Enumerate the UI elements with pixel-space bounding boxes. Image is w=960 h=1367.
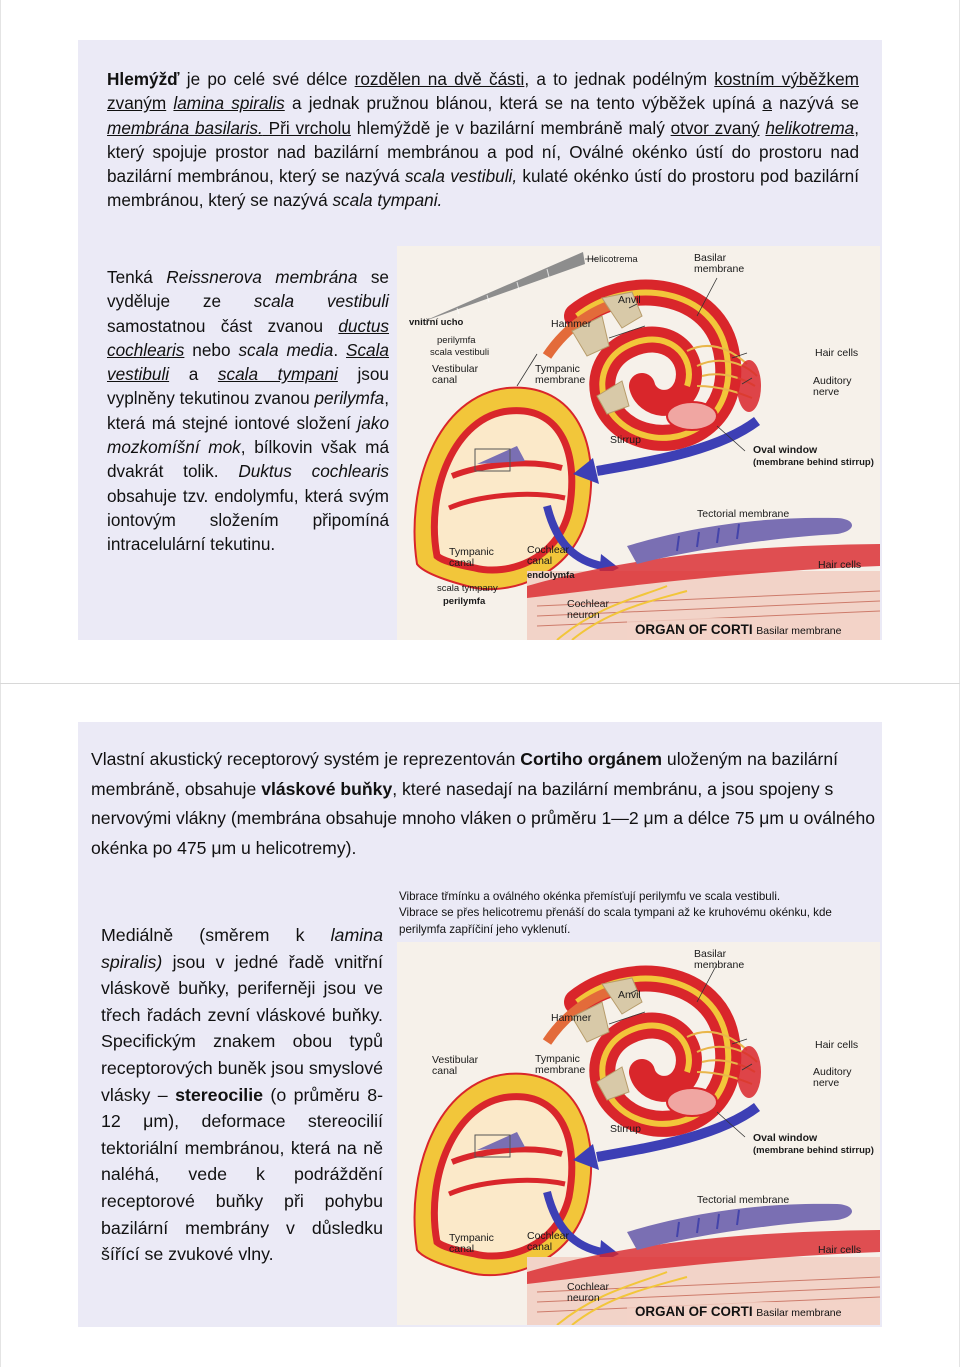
- label-cochlear-canal: Cochlear canal: [527, 1230, 570, 1253]
- label-cochlear-neuron: Cochlear neuron: [567, 598, 610, 621]
- label-tympanic-canal: Tympanic canal: [449, 546, 494, 569]
- term-cortiho-organ: Cortiho orgánem: [520, 749, 663, 769]
- label-perilymfa-bottom: perilymfa: [443, 596, 486, 607]
- label-cochlear-canal: Cochlear canal: [527, 544, 570, 567]
- oval-window-shape: [667, 1088, 717, 1116]
- label-oval-window-sub: (membrane behind stirrup): [753, 457, 874, 468]
- caption-line-1: Vibrace třmínku a oválného okénka přemísťují perilymfu ve scala vestibuli.: [399, 890, 781, 903]
- label-hair-cells: Hair cells: [815, 1039, 859, 1051]
- label-vestibular-canal: Vestibular canal: [432, 363, 479, 386]
- label-stirrup: Stirrup: [610, 434, 641, 446]
- label-helicotrema: Helicotrema: [587, 254, 638, 265]
- unrolled-cochlea-wedge: [422, 252, 585, 322]
- label-tympanic-membrane: Tympanic membrane: [535, 1053, 586, 1076]
- term-membrana-basilaris: membrána basilaris.: [107, 117, 263, 138]
- label-tectorial-membrane: Tectorial membrane: [697, 1194, 790, 1206]
- label-basilar-membrane: Basilar membrane: [694, 252, 745, 275]
- caption-line-2: Vibrace se přes helicotremu přenáší do scala tympani až ke kruhovému okénku, kde perilymfa zapříčiní jeho vyklenutí.: [399, 906, 832, 936]
- term-stereocilie: stereocilie: [175, 1084, 264, 1105]
- label-organ-of-corti: ORGAN OF CORTI Basilar membrane: [635, 622, 842, 637]
- term-helikotrema: helikotrema: [765, 117, 855, 138]
- label-anvil: Anvil: [618, 294, 641, 306]
- label-vnitrni-ucho: vnitřní ucho: [409, 317, 464, 328]
- label-vestibular-canal: Vestibular canal: [432, 1054, 479, 1077]
- slide-1-intro-paragraph: Hlemýžď je po celé své délce rozdělen na dvě části, a to jednak podélným kostním výběžkem zvaným lamina spiralis a jednak pružnou blánou, která se na tento výběžek upíná a nazývá se membrána basilaris. Při vrcholu hlemýždě je v bazilární membráně malý otvor zvaný helikotrema, který spojuje prostor nad bazilární membránou a pod ní, Oválné okénko ústí do prostoru nad bazilární membránou, který se nazývá scala vestibuli, kulaté okénko ústí do prostoru pod bazilární membránou, který se nazývá scala tympani.: [107, 69, 859, 211]
- label-anvil: Anvil: [618, 989, 641, 1001]
- label-scala-vestibuli: scala vestibuli: [430, 347, 490, 358]
- label-tympanic-membrane: Tympanic membrane: [535, 363, 586, 386]
- ear-anatomy-figure-2: [397, 942, 880, 1325]
- label-hair-cells-corti: Hair cells: [818, 1244, 862, 1256]
- label-oval-window-sub: (membrane behind stirrup): [753, 1145, 874, 1156]
- label-stirrup: Stirrup: [610, 1123, 641, 1135]
- figure-2-caption: [399, 889, 882, 938]
- slide-2-intro-paragraph: Vlastní akustický receptorový systém je reprezentován Cortiho orgánem uloženým na bazilární membráně, obsahuje vláskové buňky, které nasedají na bazilární membránu, a jsou spojeny s nervovými vlákny (membrána obsahuje mnoho vláken o průměru 1—2 μm a délce 75 μm u oválného okénka po 475 μm u helicotremy).: [91, 749, 876, 858]
- label-tympanic-canal: Tympanic canal: [449, 1232, 494, 1255]
- label-perilymfa-top: perilymfa: [437, 335, 476, 346]
- label-hair-cells-corti: Hair cells: [818, 559, 862, 571]
- label-oval-window: Oval window: [753, 1132, 818, 1144]
- label-oval-window: Oval window: [753, 444, 818, 456]
- term-vlaskove-bunky: vláskové buňky: [261, 778, 393, 799]
- label-hammer: Hammer: [551, 1012, 592, 1024]
- label-scala-tympany: scala tympany: [437, 583, 498, 594]
- term-lamina-spiralis: lamina spiralis: [173, 93, 285, 114]
- label-organ-of-corti: ORGAN OF CORTI Basilar membrane: [635, 1304, 842, 1319]
- ear-anatomy-figure-1: [397, 246, 880, 640]
- slide-1-left-paragraph: Tenká Reissnerova membrána se vyděluje ze scala vestibuli samostatnou část zvanou ductus cochlearis nebo scala media. Scala vestibuli a scala tympani jsou vyplněny tekutinou zvanou perilymfa, která má stejné iontové složení jako mozkomíšní mok, bílkovin však má dvakrát tolik. Duktus cochlearis obsahuje tzv. endolymfu, která svým iontovým složením připomíná intracelulární tekutinu.: [107, 267, 390, 555]
- label-basilar-membrane: Basilar membrane: [694, 948, 745, 971]
- label-hammer: Hammer: [551, 318, 592, 330]
- label-hair-cells: Hair cells: [815, 347, 859, 359]
- label-auditory-nerve: Auditory nerve: [813, 375, 852, 398]
- page-break: [0, 683, 960, 684]
- slide-2-left-paragraph: Mediálně (směrem k lamina spiralis) jsou v jedné řadě vnitřní vláskově buňky, periferněji jsou ve třech řadách zevní vláskové buňky. Specifickým znakem obou typů receptorových buněk jsou smyslové vlásky – stereocilie (o průměru 8-12 μm), deformace stereocilií tektoriální membránou, která na ně naléhá, vede k podráždění receptorové buňky při pohybu bazilární membrány v důsledku šířící se zvukové vlny.: [101, 925, 384, 1265]
- term-hlemyzd: Hlemýžď: [107, 69, 180, 89]
- oval-window-shape: [667, 402, 717, 430]
- label-auditory-nerve: Auditory nerve: [813, 1066, 852, 1089]
- label-endolymfa: endolymfa: [527, 570, 575, 581]
- label-cochlear-neuron: Cochlear neuron: [567, 1281, 610, 1304]
- label-tectorial-membrane: Tectorial membrane: [697, 508, 790, 520]
